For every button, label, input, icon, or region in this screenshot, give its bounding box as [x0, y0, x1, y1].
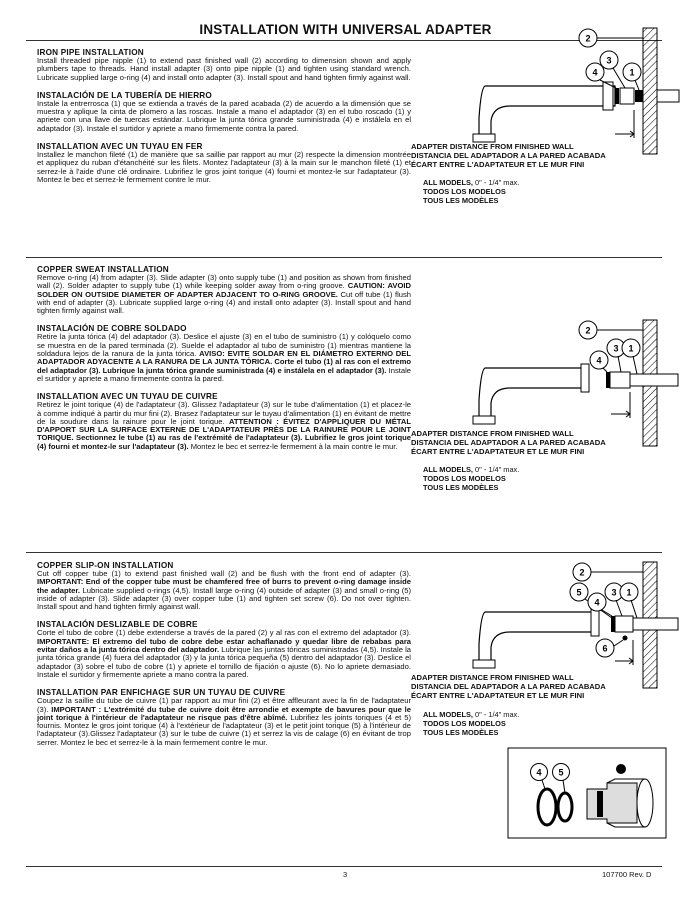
svg-text:1: 1	[626, 587, 632, 598]
models-note: ALL MODELS, 0" - 1/4" max. TODOS LOS MODELOS TOUS LES MODÈLES	[423, 710, 520, 737]
adapter	[620, 88, 634, 104]
callout-2	[579, 29, 643, 47]
section-divider	[26, 257, 662, 258]
section-text: Coupez la saillie du tube de cuivre (1) par rapport au mur fini (2) et être affleurant avec la fin de l'adaptateur (3). IMPORTANT : L'extrémité du tube de cuivre doit être arrondie et exempte de bavures pour que le joint torique à l'intérieur de l'adaptateur ne risque pas d'être abîmé. Lubrifiez les joints toriques (4 et 5) fournis. Montez le gros joint torique (4) à l'extérieur de l'adaptateur (3) et le petit joint torique (5) à l'intérieur de l'adaptateur (3).Glissez l'adaptateur (3) sur le tube de cuivre (1) et serrez la vis de calage (6) en évitant de trop serrer. Montez le bec et serrez-le à la main fermement contre le mur.	[37, 696, 411, 747]
svg-text:3: 3	[611, 587, 617, 598]
section-heading: INSTALACIÓN DE COBRE SOLDADO	[37, 324, 187, 334]
callout-4	[590, 351, 608, 372]
dimension-label: ADAPTER DISTANCE FROM FINISHED WALL DISTANCIA DEL ADAPTADOR A LA PARED ACABADA ÉCART ENTRE L'ADAPTATEUR ET LE MUR FINI	[411, 673, 606, 701]
fr-block	[37, 392, 411, 451]
es-block	[37, 324, 411, 383]
svg-text:1: 1	[629, 67, 635, 78]
section-heading: COPPER SLIP-ON INSTALLATION	[37, 561, 174, 570]
svg-text:4: 4	[596, 355, 602, 366]
adapter-body	[587, 783, 637, 823]
section-heading: INSTALLATION AVEC UN TUYAU EN FER	[37, 142, 203, 152]
copper-tube	[633, 618, 678, 630]
es-block	[37, 620, 411, 679]
section-text: Retire la junta tórica (4) del adaptador (3). Deslice el ajuste (3) en el tubo de suministro (1) y colóquelo como se muestra en de la pared terminada (2). Suelde el adaptador al tubo de suministro (1) mientras mantiene la soldadura lejos de la ranura de la junta tórica. AVISO: EVITE SOLDAR EN EL DIÁMETRO EXTERNO DEL ADAPTADOR ADYACENTE A LA RANURA DE LA JUNTA TÓRICA. Corte el tubo (1) al ras con el extremo del adaptador (3). Lubrique la junta tórica grande suministrada (4) e instálela en el adaptador (3). Instale el surtidor y apriete a mano firmemente contra la pared.	[37, 332, 411, 383]
fr-block	[37, 142, 411, 184]
callout-2	[579, 321, 643, 339]
svg-text:4: 4	[536, 767, 542, 778]
dimension-label: ADAPTER DISTANCE FROM FINISHED WALL DISTANCIA DEL ADAPTADOR A LA PARED ACABADA ÉCART ENTRE L'ADAPTATEUR ET LE MUR FINI	[411, 142, 606, 170]
section-text: Instale la entrerrosca (1) que se extienda a través de la pared acabada (2) de acuerdo a la dimensión que se muestra y aplique la cinta de plomero a las roscas. Instale a mano el adaptador (3) en el tubo roscado (1) y apriete con una llave de tuercas estándar. Lubrique la junta tórica grande suministrada (4) e instálela en el adaptador (3). Instale el surtidor y apriete a mano firmemente contra la pared.	[37, 98, 411, 133]
section-divider	[26, 552, 662, 553]
adapter	[615, 616, 633, 632]
pipe-nipple	[657, 90, 679, 102]
callout-6	[596, 639, 623, 657]
callout-1	[622, 339, 640, 374]
section-heading: COPPER SWEAT INSTALLATION	[37, 265, 169, 274]
svg-text:5: 5	[558, 767, 564, 778]
section-text: Cut off copper tube (1) to extend past finished wall (2) and be flush with the front end of adapter (3). IMPORTANT: End of the copper tube must be chamfered free of burrs to prevent o-ring damage inside the adapter. Lubricate supplied o-rings (4,5). Install large o-ring (4) outside of adapter (3) and small o-ring (5) inside of adapter (3). Slide adapter (3) over copper tube (1) and tighten set screw (6). Do not over tighten. Install spout and hand tighten firmly against wall.	[37, 569, 411, 612]
callout-2	[573, 563, 643, 581]
tub-spout	[479, 86, 615, 136]
copper-slip-on-diagram	[465, 560, 680, 690]
copper-slip-on-section	[37, 561, 411, 756]
svg-text:2: 2	[585, 325, 591, 336]
section-text: Corte el tubo de cobre (1) debe extenderse a través de la pared (2) y al ras con el extremo del adaptador (3). IMPORTANTE: El extremo del tubo de cobre debe estar achaflanado y quedar libre de rebabas para evitar daños a la junta tórica dentro del adaptador. Lubrique las juntas tóricas suministradas (4,5). Instale la junta tórica grande (4) fuera del adaptador (3) y la junta tórica pequeña (5) dentro del adaptador (3). Deslice el adaptador (3) sobre el tubo de cobre (1) y apriete el tornillo de fijación o ajuste (6). No lo apriete demasiado. Instale el surtidor y firmemente apriete a mano contra la pared.	[37, 628, 411, 679]
svg-text:2: 2	[585, 33, 591, 44]
callout-3	[607, 339, 625, 372]
en-block	[37, 48, 411, 82]
adapter	[610, 372, 630, 388]
section-heading: INSTALLATION PAR ENFICHAGE SUR UN TUYAU DE CUIVRE	[37, 688, 286, 698]
svg-text:4: 4	[594, 597, 600, 608]
section-text: Installez le manchon fileté (1) de manière que sa saillie par rapport au mur (2) respecte la dimension montrée et appliquez du ruban d'étanchéité sur les filets. Montez l'adaptateur (3) à la main sur le manchon fileté (1) et serrez-le à l'aide d'une clé ordinaire. Lubrifiez le gros joint torique (4) fourni et montez-le sur l'adaptateur (3). Montez le bec et serrez-le fermement contre le mur.	[37, 150, 411, 184]
o-ring-detail	[507, 747, 667, 839]
section-heading: INSTALLATION AVEC UN TUYAU DE CUIVRE	[37, 392, 218, 402]
svg-text:4: 4	[592, 67, 598, 78]
iron-pipe-diagram	[465, 26, 680, 156]
dimension-label: ADAPTER DISTANCE FROM FINISHED WALL DISTANCIA DEL ADAPTADOR A LA PARED ACABADA ÉCART ENTRE L'ADAPTATEUR ET LE MUR FINI	[411, 429, 606, 457]
models-note: ALL MODELS, 0" - 1/4" max. TODOS LOS MODELOS TOUS LES MODÈLES	[423, 465, 520, 492]
o-ring	[606, 372, 610, 388]
fr-block	[37, 688, 411, 747]
svg-text:1: 1	[628, 343, 634, 354]
page-number: 3	[343, 870, 348, 879]
o-ring	[615, 88, 619, 104]
section-text: Retirez le joint torique (4) de l'adaptateur (3). Glissez l'adaptateur (3) sur le tube d'alimentation (1) et placez-le à comme indiqué à partir du mur fini (2). Brasez l'adaptateur sur le tuyau d'alimentation (1) en évitant de mettre de la soudure dans la rainure pour le joint torique. ATTENTION : ÉVITEZ D'APPLIQUER DU MÉTAL D'APPORT SUR LA SURFACE EXTERNE DE L'ADAPTATEUR PRÈS DE LA RAINURE POUR LE JOINT TORIQUE. Sectionnez le tube (1) au ras de l'extrémité de l'adaptateur (3). Lubrifiez le gros joint torique (4) fourni et montez-le sur l'adaptateur (3). Montez le bec et serrez-le fermement à la main contre le mur.	[37, 400, 411, 451]
section-heading: IRON PIPE INSTALLATION	[37, 48, 144, 57]
svg-text:3: 3	[613, 343, 619, 354]
section-heading: INSTALACIÓN DE LA TUBERÍA DE HIERRO	[37, 90, 212, 100]
callout-1	[623, 63, 641, 90]
section-heading: INSTALACIÓN DESLIZABLE DE COBRE	[37, 620, 198, 630]
callout-1	[620, 583, 638, 618]
set-screw	[623, 636, 628, 641]
finished-wall	[643, 28, 657, 154]
document-number: 107700 Rev. D	[602, 870, 652, 879]
supply-tube	[630, 374, 678, 386]
section-text: Remove o-ring (4) from adapter (3). Slide adapter (3) onto supply tube (1) and position as shown from finished wall (2). Solder adapter to supply tube (1) while keeping solder away from o-ring groove. CAUTION: AVOID SOLDER ON OUTSIDE DIAMETER OF ADAPTER ADJACENT TO O-RING GROOVE. Cut off tube (1) flush with end of adapter (3). Lubricate supplied large o-ring (4) and install onto adapter (3). Install spout and hand tighten firmly against wall.	[37, 273, 411, 316]
o-ring	[611, 616, 615, 632]
copper-sweat-section	[37, 265, 411, 460]
iron-pipe-section	[37, 48, 411, 193]
es-block	[37, 91, 411, 133]
tub-spout	[479, 368, 583, 418]
svg-text:5: 5	[576, 587, 582, 598]
models-note: ALL MODELS, 0" - 1/4" max. TODOS LOS MODELOS TOUS LES MODÈLES	[423, 178, 520, 205]
footer-rule	[26, 866, 662, 867]
page-title: INSTALLATION WITH UNIVERSAL ADAPTER	[199, 22, 492, 37]
svg-text:3: 3	[606, 55, 612, 66]
section-text: Install threaded pipe nipple (1) to extend past finished wall (2) according to dimension shown and apply plumbers tape to threads. Hand install adapter (3) onto pipe nipple (1) and tighten using standard wrench. Lubricate supplied large o-ring (4) and install onto adapter (3). Install spout and hand tighten firmly against wall.	[37, 56, 411, 82]
en-block	[37, 561, 411, 611]
tub-spout	[479, 612, 593, 662]
en-block	[37, 265, 411, 315]
callout-3	[605, 583, 623, 616]
svg-text:6: 6	[602, 643, 608, 654]
svg-text:2: 2	[579, 567, 585, 578]
